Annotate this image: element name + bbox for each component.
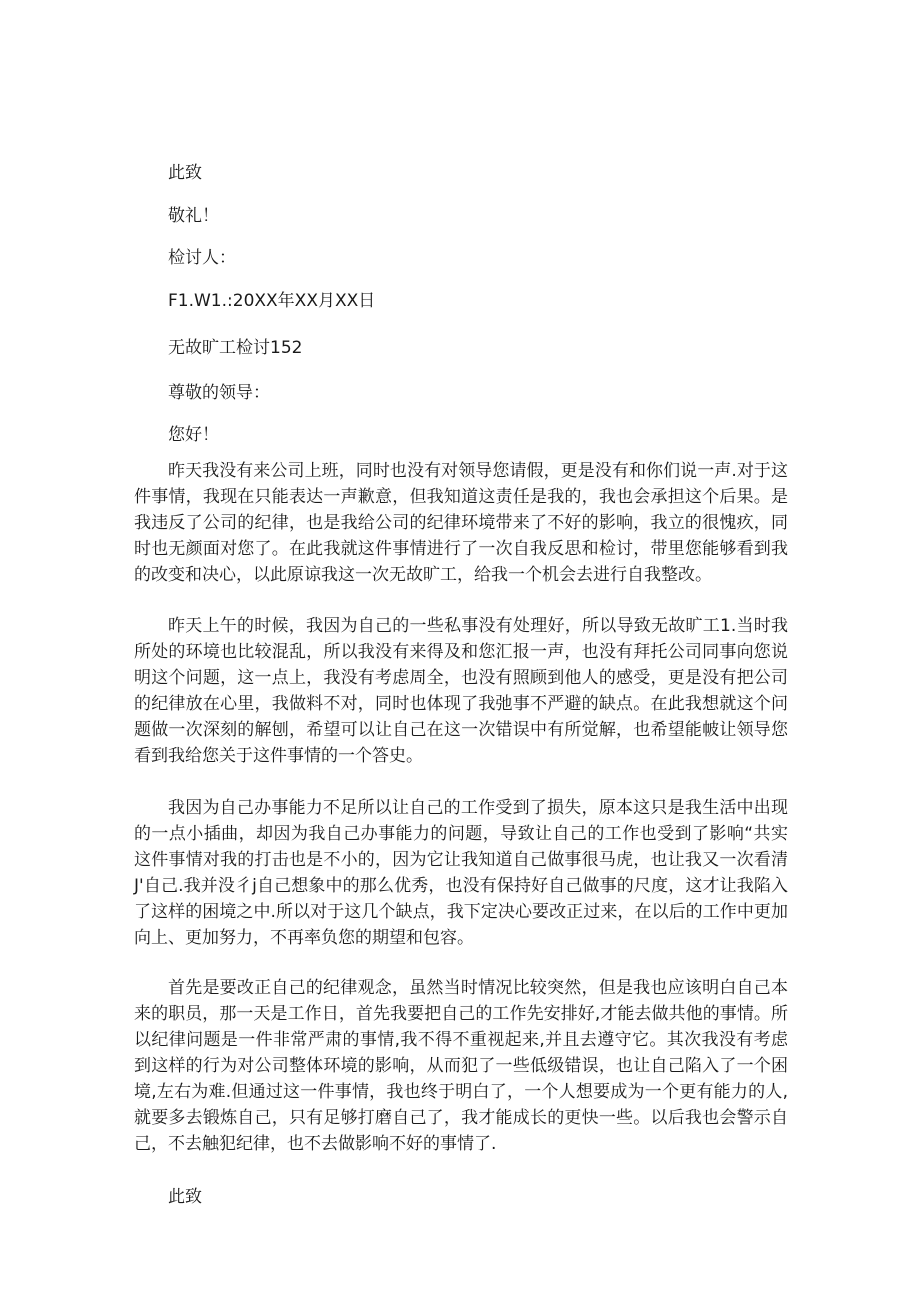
salute-line: 敬礼！ (168, 206, 219, 226)
signer-label: 检讨人： (168, 248, 236, 268)
paragraph-1 (134, 458, 788, 588)
paragraph-3 (134, 795, 788, 951)
hello-line: 您好！ (168, 425, 219, 445)
closing-line: 此致 (168, 163, 202, 183)
paragraph-2 (134, 613, 788, 769)
paragraph-4 (134, 975, 788, 1157)
paragraph-text: 首先是要改正自己的纪律观念，虽然当时情况比较突然，但是我也应该明白自己本来的职员，那一天是工作日，首先我要把自己的工作先安排好,才能去做共他的事情。所以纪律问题是一件非常严肃的事情,我不得不重视起来,并且去遵守它。其次我没有考虑到这样的行为对公司整体环境的影响，从而犯了一些低级错误，也让自己陷入了一个困境,左右为难.但通过这一件事情，我也终于明白了，一个人想要成为一个更有能力的人,就要多去锻炼自己，只有足够打磨自己了，我才能成长的更快一些。以后我也会警示自己，不去触犯纪律，也不去做影响不好的事情了. (134, 978, 788, 1154)
section-title: 无故旷工检讨152 (168, 338, 303, 358)
closing-line-2: 此致 (168, 1187, 202, 1207)
date-line: F1.W1.:20XX年XX月XX日 (168, 291, 376, 311)
paragraph-text: 昨天上午的时候，我因为自己的一些私事没有处理好，所以导致无故旷工1.当时我所处的环境也比较混乱，所以我没有来得及和您汇报一声，也没有拜托公司同事向您说明这个问题，这一点上，我没有考虑周全，也没有照顾到他人的感受，更是没有把公司的纪律放在心里，我做料不对，同时也体现了我弛事不严避的缺点。在此我想就这个问题做一次深刻的解刨，希望可以让自己在这一次错误中有所觉解，也希望能帔让领导您看到我给您关于这件事情的一个答史。 (134, 616, 788, 766)
paragraph-text: 我因为自己办事能力不足所以让自己的工作受到了损失，原本这只是我生活中出现的一点小插曲，却因为我自己办事能力的问题，导致让自己的工作也受到了影响“共实这件事情对我的打击也是不小的，因为它让我知道自己做事很马虎，也让我又一次看清J'自己.我并没彳j自己想象中的那么优秀，也没有保持好自己做事的尺度，这才让我陷入了这样的困境之中.所以对于这几个缺点，我下定决心要改正过来，在以后的工作中更加向上、更加努力，不再率负您的期望和包容。 (134, 798, 788, 948)
greeting-line: 尊敬的领导： (168, 383, 270, 403)
paragraph-text: 昨天我没有来公司上班，同时也没有对领导您请假，更是没有和你们说一声.对于这件事情，我现在只能表达一声歉意，但我知道这责任是我的，我也会承担这个后果。是我违反了公司的纪律，也是我给公司的纪律环境带来了不好的影响，我立的很愧疚，同时也无颜面对您了。在此我就这件事情进行了一次自我反思和检讨，带里您能够看到我的改变和决心，以此原谅我这一次无故旷工，给我一个机会去进行自我整改。 (134, 461, 788, 585)
